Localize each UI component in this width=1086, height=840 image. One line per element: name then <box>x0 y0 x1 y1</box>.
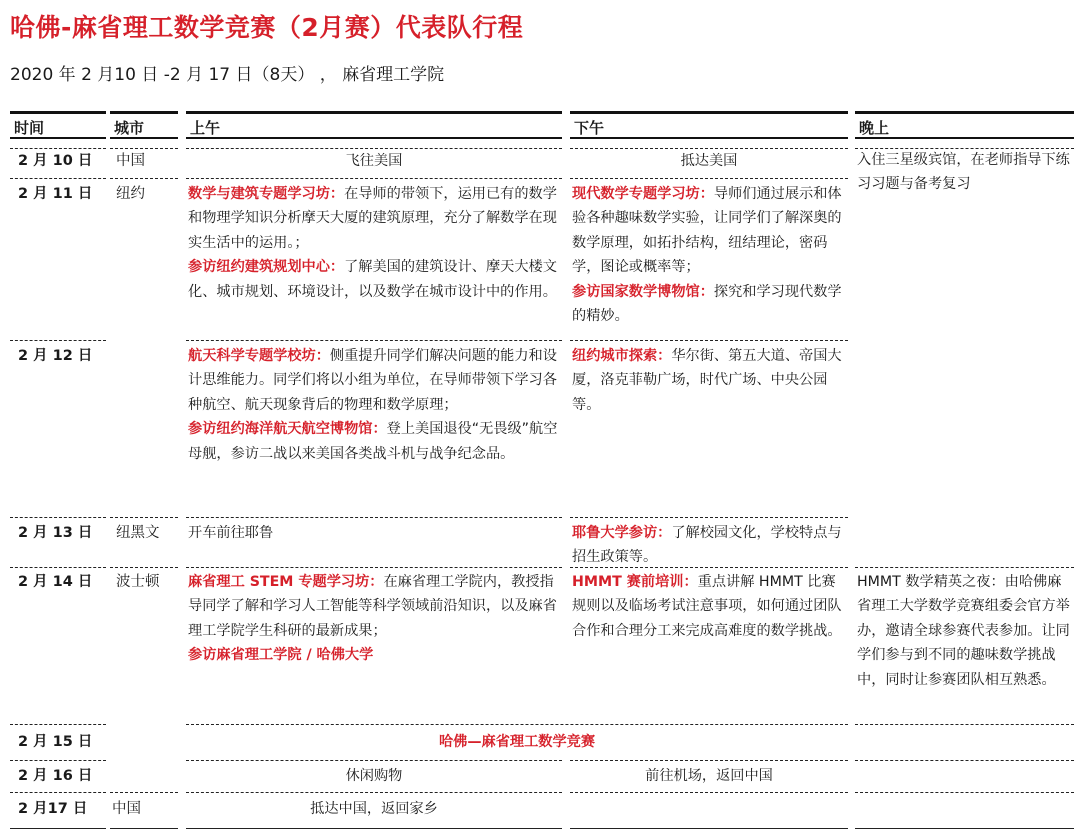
row-city: 纽约 <box>116 186 145 202</box>
competition-event: 哈佛—麻省理工数学竞赛 <box>438 734 596 750</box>
row-separator <box>570 760 848 761</box>
row-city: 波士顿 <box>116 574 160 590</box>
row-separator <box>186 340 562 341</box>
row-morning <box>188 344 560 466</box>
row-separator <box>10 340 106 341</box>
row-date: 2 月 14 日 <box>18 574 93 590</box>
row-evening: 入住三星级宾馆，在老师指导下练习习题与备考复习 <box>857 152 1070 193</box>
activity-title: 现代数学专题学习坊： <box>572 186 714 202</box>
row-separator <box>10 760 106 761</box>
row-separator <box>10 724 106 725</box>
row-morning: 抵达中国，返回家乡 <box>310 801 438 817</box>
header-time: 时间 <box>10 111 106 139</box>
activity-title: 参访纽约建筑规划中心： <box>188 259 345 276</box>
row-separator <box>10 178 106 179</box>
row-separator <box>186 724 848 725</box>
row-morning: 飞往美国 <box>345 153 403 169</box>
table-bottom-rule <box>570 828 848 829</box>
header-morning: 上午 <box>186 111 562 139</box>
row-separator <box>570 517 848 518</box>
activity-text: 重点讲解 HMMT 比赛规则以及临场考试注意事项，如何通过团队合作和合理分工来完成高难度的数学挑战。 <box>572 574 842 639</box>
row-separator <box>110 178 178 179</box>
row-afternoon <box>572 521 844 570</box>
row-date: 2 月17 日 <box>18 801 88 817</box>
page-title: 哈佛-麻省理工数学竞赛（2月赛）代表队行程 <box>10 13 524 42</box>
row-afternoon: 前往机场，返回中国 <box>645 768 773 784</box>
row-city: 中国 <box>116 153 145 169</box>
row-evening: HMMT 数学精英之夜：由哈佛麻省理工大学数学竞赛组委会官方举办，邀请全球参赛代表参加。让同学们参与到不同的趣味数学挑战中，同时让参赛团队相互熟悉。 <box>857 574 1070 688</box>
header-city: 城市 <box>110 111 178 139</box>
table-bottom-rule <box>10 828 106 829</box>
row-separator <box>570 792 848 793</box>
activity-text: 探究和学习现代数学的精妙。 <box>572 283 842 325</box>
row-separator <box>186 178 562 179</box>
activity-title: HMMT 赛前培训： <box>572 574 698 590</box>
row-separator <box>855 724 1074 725</box>
row-separator <box>855 567 1074 568</box>
row-separator <box>855 760 1074 761</box>
activity-title: 参访纽约海洋航天航空博物馆： <box>188 421 387 438</box>
activity-title: 参访国家数学博物馆： <box>572 283 714 300</box>
activity-title: 耶鲁大学参访： <box>572 525 672 541</box>
row-separator <box>110 567 178 568</box>
row-morning <box>188 182 560 304</box>
header-evening: 晚上 <box>855 111 1074 139</box>
activity-text: 了解美国的建筑设计、摩天大楼文化、城市规划、环境设计，以及数学在城市设计中的作用。 <box>188 259 557 300</box>
row-date: 2 月 15 日 <box>18 734 93 750</box>
row-separator <box>570 340 848 341</box>
row-separator <box>570 178 848 179</box>
row-date: 2 月 12 日 <box>18 348 93 364</box>
row-city: 中国 <box>112 801 141 817</box>
activity-title: 航天科学专题学校坊： <box>188 348 330 364</box>
row-separator <box>186 760 562 761</box>
activity-title: 参访麻省理工学院 / 哈佛大学 <box>188 647 374 664</box>
activity-text: 在麻省理工学院内，教授指导同学了解和学习人工智能等科学领域前沿知识，以及麻省理工学院学生科研的最新成果； <box>188 574 557 639</box>
activity-title: 纽约城市探索： <box>572 348 672 364</box>
activity-text: 导师们通过展示和体验各种趣味数学实验，让同学们了解深奥的数学原理，如拓扑结构，纽结理论，密码学，图论或概率等； <box>572 186 842 276</box>
row-afternoon <box>572 344 844 417</box>
row-morning: 休闲购物 <box>345 768 403 784</box>
table-bottom-rule <box>110 828 178 829</box>
table-bottom-rule <box>186 828 562 829</box>
row-date: 2 月 11 日 <box>18 186 93 202</box>
row-separator <box>10 517 106 518</box>
activity-text: 登上美国退役“无畏级”航空母舰，参访二战以来美国各类战斗机与战争纪念品。 <box>188 421 558 462</box>
row-separator <box>186 517 562 518</box>
row-separator <box>10 567 106 568</box>
activity-text: 了解校园文化，学校特点与招生政策等。 <box>572 525 842 566</box>
page-subtitle: 2020 年 2 月10 日 -2 月 17 日（8天） ， 麻省理工学院 <box>10 65 445 85</box>
activity-title: 麻省理工 STEM 专题学习坊： <box>188 574 384 590</box>
row-morning: 开车前往耶鲁 <box>188 525 274 541</box>
row-separator <box>186 567 562 568</box>
row-separator <box>855 792 1074 793</box>
row-separator <box>110 517 178 518</box>
row-separator <box>10 792 106 793</box>
row-date: 2 月 13 日 <box>18 525 93 541</box>
row-city: 纽黑文 <box>116 525 160 541</box>
row-afternoon <box>572 570 844 643</box>
row-afternoon: 抵达美国 <box>680 153 738 169</box>
activity-text: 华尔街、第五大道、帝国大厦，洛克菲勒广场，时代广场、中央公园等。 <box>572 348 842 413</box>
row-morning <box>188 570 560 668</box>
table-bottom-rule <box>855 828 1074 829</box>
activity-title: 数学与建筑专题学习坊： <box>188 186 345 202</box>
row-separator <box>110 792 178 793</box>
row-date: 2 月 10 日 <box>18 153 93 169</box>
row-afternoon <box>572 182 844 328</box>
activity-text: 在导师的带领下，运用已有的数学和物理学知识分析摩天大厦的建筑原理，充分了解数学在现实生活中的运用。； <box>188 186 557 251</box>
row-separator <box>186 792 562 793</box>
activity-text: 侧重提升同学们解决问题的能力和设计思维能力。同学们将以小组为单位，在导师带领下学习各种航空、航天现象背后的物理和数学原理； <box>188 348 557 413</box>
row-date: 2 月 16 日 <box>18 768 93 784</box>
header-afternoon: 下午 <box>570 111 848 139</box>
